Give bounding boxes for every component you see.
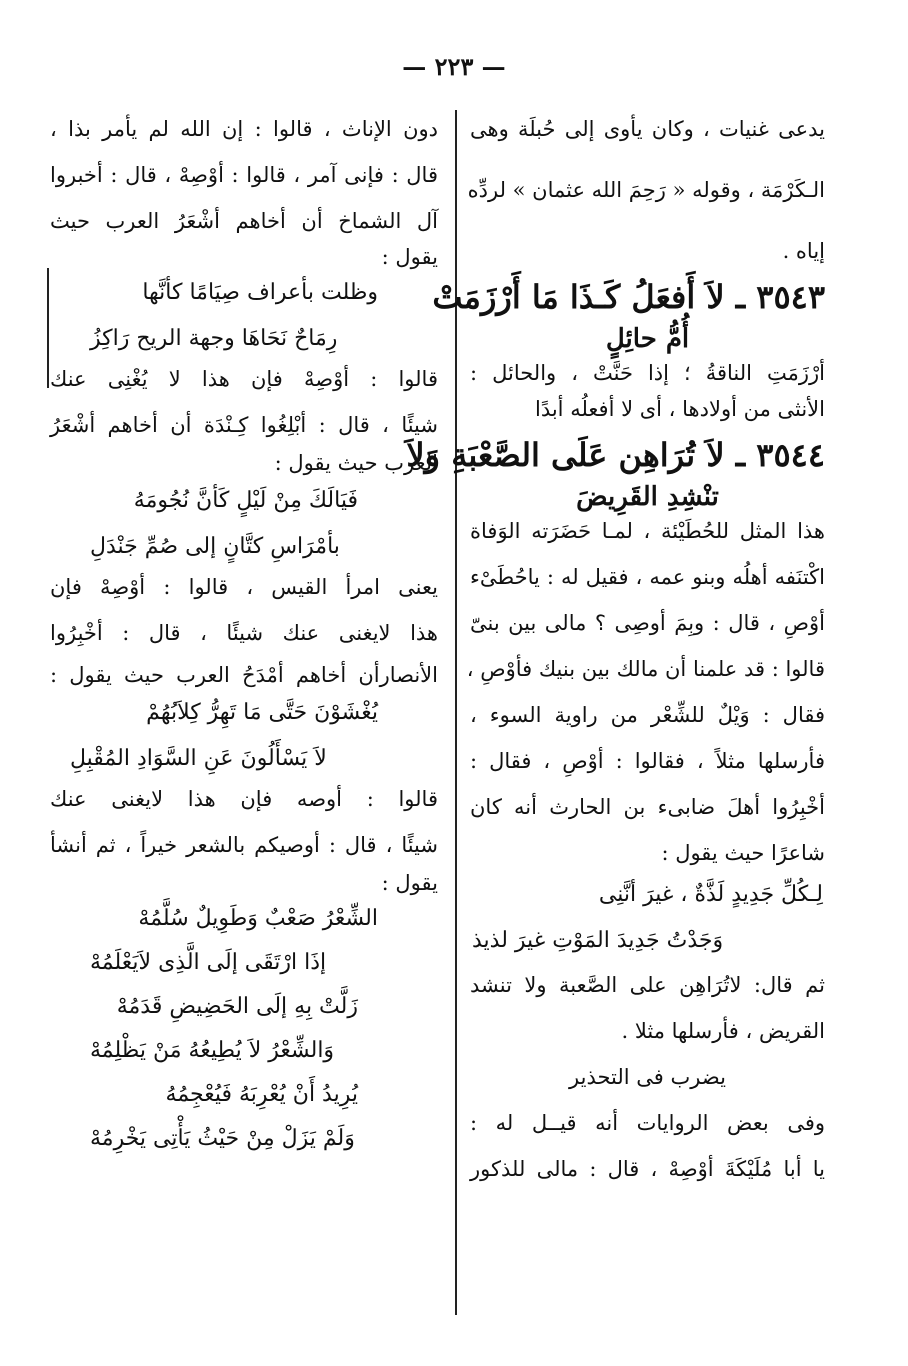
margin-mark xyxy=(47,268,49,388)
text-line: القريض ، فأرسلها مثلا . xyxy=(621,1019,825,1043)
text-line: آل الشماخ أن أخاهم أشْعَرُ العرب حيث xyxy=(50,209,438,233)
text-line: قالوا : أوصه فإن هذا لايغنى عنك xyxy=(50,787,438,811)
text-line: هذا لايغنى عنك شيئًا ، قال : أخْبِرُوا xyxy=(50,621,438,645)
proverb-title: ٣٥٤٤ ـ لاَ تُرَاهِن عَلَى الصَّعْبَةِ وَلاَ xyxy=(406,436,825,474)
text-line: شيئًا ، قال : أبْلِغُوا كِـنْدَة أن أخاهم أشْعَرُ xyxy=(50,413,438,437)
text-line: ثم قال: لاتُرَاهِن على الصَّعبة ولا تنشد xyxy=(470,973,825,997)
verse-hemistich: لاَ يَسْأَلُونَ عَنِ السَّوَادِ المُقْبِلِ xyxy=(70,746,327,771)
verse-hemistich: وَجَدْتُ جَدِيدَ المَوْتِ غيرَ لذيذ xyxy=(472,928,724,953)
text-line: يقول : xyxy=(381,871,438,895)
text-line: قالوا : أوْصِهْ فإن هذا لا يُغْنِى عنك xyxy=(50,367,438,391)
verse-hemistich: وظلت بأعراف صِيَامًا كأنَّها xyxy=(142,280,378,305)
text-line: إياه . xyxy=(782,239,825,263)
text-line: يا أبا مُلَيْكَةَ أوْصِهْ ، قال : مالى للذكور xyxy=(470,1157,825,1181)
text-line: دون الإناث ، قالوا : إن الله لم يأمر بذا ، xyxy=(50,117,438,141)
verse-hemistich: رِمَاحٌ نَحَاهَا وجهة الريح رَاكِزُ xyxy=(90,326,338,351)
text-line: الأنثى من أولادها ، أى لا أفعلُه أبدًا xyxy=(534,397,825,421)
poem-line: الشِّعْرُ صَعْبٌ وَطَوِيلٌ سُلَّمُهْ xyxy=(138,906,378,931)
verse-hemistich: فَيَالَكَ مِنْ لَيْلٍ كَأنَّ نُجُومَهُ xyxy=(133,488,358,513)
text-line: قالوا : قد علمنا أن مالك بين بنيك فأوْصِ ، xyxy=(466,657,825,681)
verse-hemistich: بأمْرَاسِ كتَّانٍ إلى صُمِّ جَنْدَلِ xyxy=(90,534,340,559)
text-line: اكْتنَفه أهلُه وبنو عمه ، فقيل له : ياحُطَىْء xyxy=(470,565,825,589)
text-line: الأنصارأن أخاهم أمْدَحُ العرب حيث يقول : xyxy=(50,663,438,687)
usage-note: يضرب فى التحذير xyxy=(569,1065,726,1089)
page-number: — ٢٢٣ — xyxy=(402,52,506,81)
left-column xyxy=(50,115,438,1155)
poem-line: إذَا ارْتَقَى إلَى الَّذِى لاَيَعْلَمُهْ xyxy=(90,950,327,975)
text-line: الـكَرْمَة ، وقوله « رَحِمَ الله عثمان » لردِّه xyxy=(467,178,825,202)
text-line: العرب حيث يقول : xyxy=(274,451,438,475)
text-line: وفى بعض الروايات أنه قيــل له : xyxy=(470,1111,825,1135)
verse-hemistich: لِـكُلِّ جَدِيدٍ لَذَّةٌ ، غيرَ أنَّنِى xyxy=(598,882,823,907)
text-line: أرْزَمَتِ الناقةُ ؛ إذا حَنَّتْ ، والحائل : xyxy=(470,361,825,385)
right-column xyxy=(406,115,825,1183)
text-line: هذا المثل للحُطَيْئة ، لمـا حَضَرَته الوَفاة xyxy=(470,519,825,543)
text-line: فأرسلها مثلاً ، فقالوا : أوْصِ ، فقال : xyxy=(470,749,825,773)
text-line: يدعى غنيات ، وكان يأوى إلى حُبلَة وهى xyxy=(470,117,825,141)
proverb-title-cont: تنْشِدِ القَرِيضَ xyxy=(576,482,719,512)
text-line: فقال : وَيْلٌ للشِّعْر من راوية السوء ، xyxy=(470,703,825,727)
verse-hemistich: يُغْشَوْنَ حَتَّى مَا تَهِرُّ كِلاَبُهُمْ xyxy=(146,700,378,725)
poem-line: يُرِيدُ أَنْ يُعْرِبَهُ فَيُعْجِمُهُ xyxy=(165,1082,358,1107)
text-line: أوْصِ ، قال : وبِمَ أوصِى ؟ مالى بين بنىّ xyxy=(470,611,825,635)
text-line: يقول : xyxy=(381,245,438,269)
poem-line: وَلَمْ يَزَلْ مِنْ حَيْثُ يَأْتِى يَخْرِمُهْ xyxy=(90,1126,355,1151)
text-line: أخْبِرُوا أهلَ ضابىء بن الحارث أنه كان xyxy=(470,795,825,819)
poem-line: وَالشِّعْرُ لاَ يُطِيعُهُ مَنْ يَظْلِمُهْ xyxy=(90,1038,335,1063)
proverb-title: ٣٥٤٣ ـ لاَ أَفعَلُ كَـذَا مَا أَرْزَمَتْ xyxy=(432,278,825,316)
proverb-title-cont: أُمُّ حائِلٍ xyxy=(605,324,690,354)
text-line: شاعرًا حيث يقول : xyxy=(661,841,825,865)
text-line: قال : فإنى آمر ، قالوا : أوْصِهْ ، قال : أخبروا xyxy=(50,163,438,187)
text-line: يعنى امرأ القيس ، قالوا : أوْصِهْ فإن xyxy=(50,575,438,599)
poem-line: زَلَّتْ بِهِ إلَى الحَضِيضِ قَدَمُهْ xyxy=(116,994,358,1019)
text-line: شيئًا ، قال : أوصيكم بالشعر خيراً ، ثم أنشأ xyxy=(50,833,438,857)
